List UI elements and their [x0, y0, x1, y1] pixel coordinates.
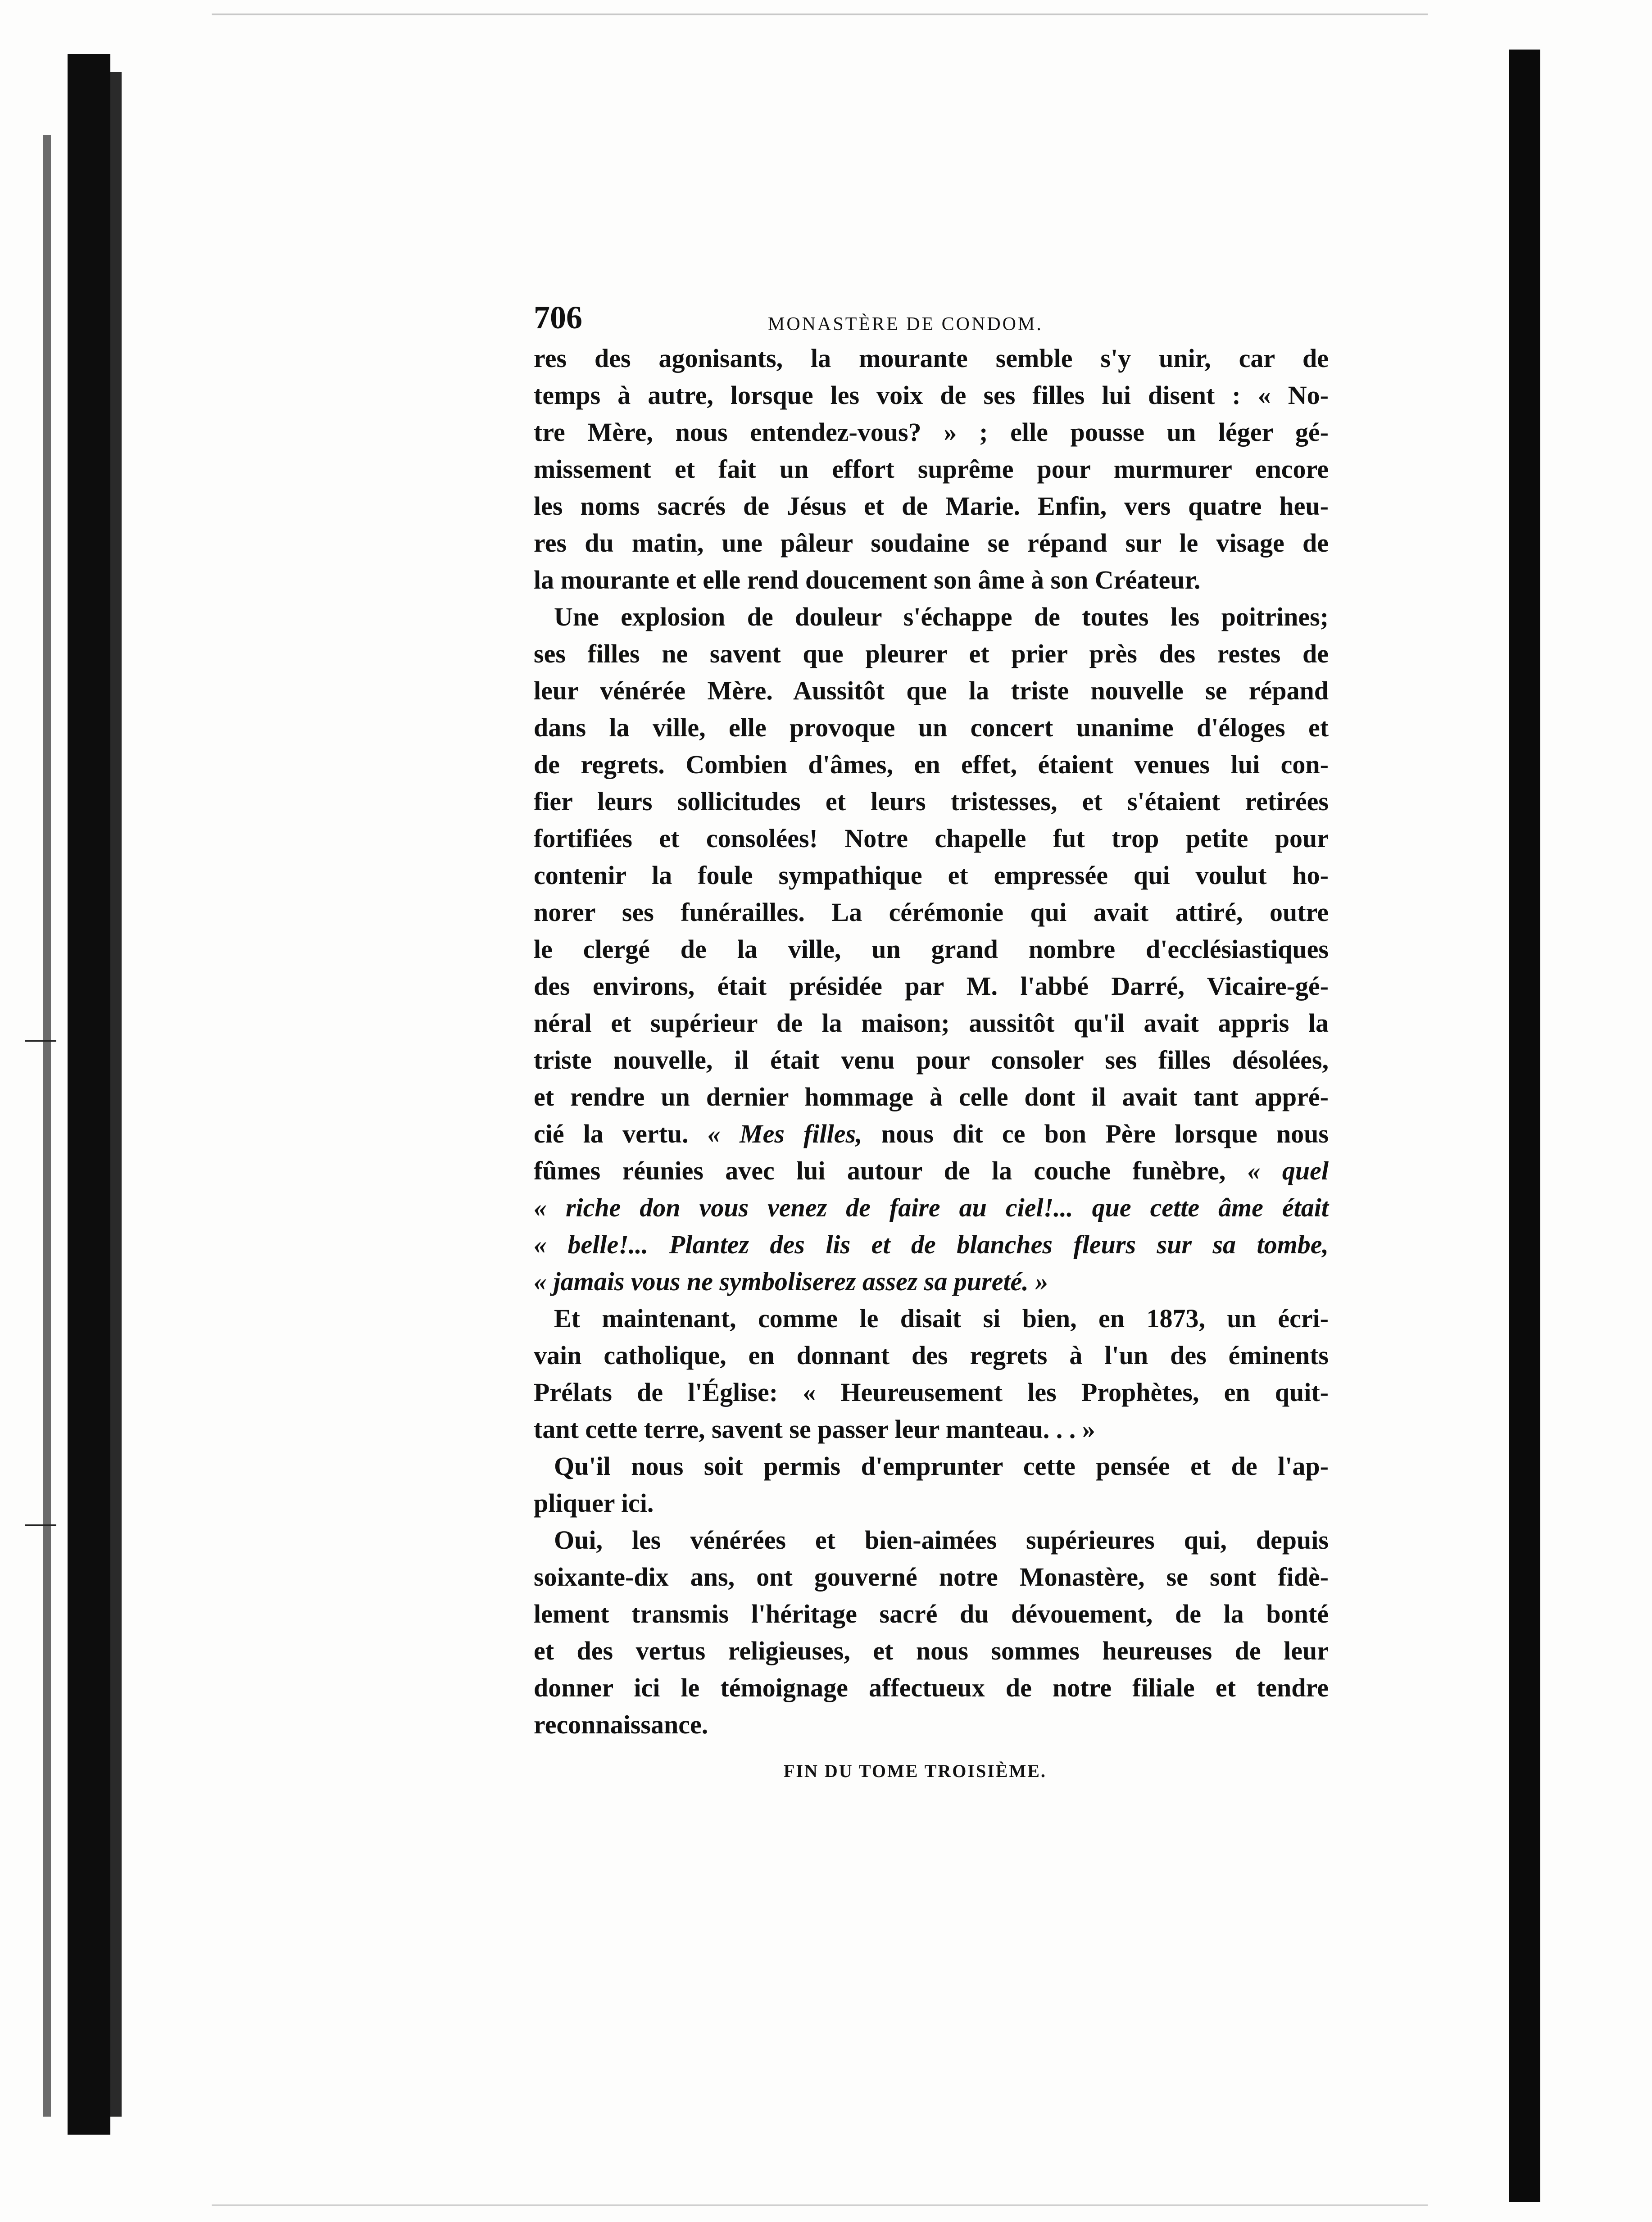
- margin-mark: [25, 1040, 56, 1042]
- scan-binding-inner: [110, 72, 122, 2117]
- paragraph-5: [534, 1522, 1329, 1743]
- text-line: de regrets. Combien d'âmes, en effet, étaient venues lui con-: [534, 750, 1329, 779]
- text-line: soixante-dix ans, ont gouverné notre Monastère, se sont fidè-: [534, 1562, 1329, 1592]
- text-line: res des agonisants, la mourante semble s'y unir, car de: [534, 344, 1329, 373]
- text-line: les noms sacrés de Jésus et de Marie. Enfin, vers quatre heu-: [534, 491, 1329, 521]
- text-line: res du matin, une pâleur soudaine se répand sur le visage de: [534, 528, 1329, 558]
- end-of-volume-note: FIN DU TOME TROISIÈME.: [784, 1761, 1047, 1781]
- text-run: cié la vertu.: [534, 1119, 689, 1148]
- text-line: et des vertus religieuses, et nous sommes heureuses de leur: [534, 1636, 1329, 1665]
- text-line: Prélats de l'Église: « Heureusement les Prophètes, en quit-: [534, 1378, 1329, 1407]
- text-line: fortifiées et consolées! Notre chapelle fut trop petite pour: [534, 824, 1329, 853]
- scan-binding-edge: [43, 135, 51, 2117]
- margin-mark: [25, 1524, 56, 1526]
- text-line: Et maintenant, comme le disait si bien, en 1873, un écri-: [554, 1304, 1329, 1333]
- scan-binding-shadow-left: [68, 54, 110, 2135]
- text-block: [534, 297, 1329, 1782]
- text-line: Une explosion de douleur s'échappe de toutes les poitrines;: [554, 602, 1329, 631]
- running-head: MONASTÈRE DE CONDOM.: [768, 314, 1043, 335]
- text-line: tre Mère, nous entendez-vous? » ; elle pousse un léger gé-: [534, 417, 1329, 447]
- text-line: temps à autre, lorsque les voix de ses filles lui disent : « No-: [534, 381, 1329, 410]
- text-line: donner ici le témoignage affectueux de notre filiale et tendre: [534, 1673, 1329, 1702]
- text-line: et rendre un dernier hommage à celle dont il avait tant appré-: [534, 1082, 1329, 1111]
- text-line: dans la ville, elle provoque un concert unanime d'éloges et: [534, 713, 1329, 742]
- text-line: tant cette terre, savent se passer leur manteau. . . »: [534, 1415, 1095, 1444]
- text-line: leur vénérée Mère. Aussitôt que la triste nouvelle se répand: [534, 676, 1329, 705]
- paragraph-4: [534, 1448, 1329, 1522]
- paragraph-1: [534, 340, 1329, 599]
- text-line: lement transmis l'héritage sacré du dévouement, de la bonté: [534, 1599, 1329, 1628]
- bottom-edge-shadow: [212, 2204, 1428, 2206]
- paragraph-2: [534, 599, 1329, 1300]
- text-line: fier leurs sollicitudes et leurs tristesses, et s'étaient retirées: [534, 787, 1329, 816]
- text-line: la mourante et elle rend doucement son âme à son Créateur.: [534, 565, 1201, 594]
- text-line: [534, 1152, 1329, 1189]
- italic-run: « quel: [1225, 1156, 1329, 1185]
- text-line: ses filles ne savent que pleurer et prier près des restes de: [534, 639, 1329, 668]
- text-line: néral et supérieur de la maison; aussitôt qu'il avait appris la: [534, 1008, 1329, 1038]
- text-run: nous dit ce bon Père lorsque nous: [862, 1119, 1329, 1148]
- text-line: le clergé de la ville, un grand nombre d'ecclésiastiques: [534, 934, 1329, 964]
- text-line: « jamais vous ne symboliserez assez sa pureté. »: [534, 1267, 1048, 1296]
- text-line: pliquer ici.: [534, 1488, 654, 1518]
- text-line: [534, 1116, 1329, 1152]
- page-number: 706: [534, 299, 582, 336]
- text-run: fûmes réunies avec lui autour de la couche funèbre,: [534, 1156, 1226, 1185]
- page-header: [534, 297, 1329, 340]
- text-line: norer ses funérailles. La cérémonie qui avait attiré, outre: [534, 898, 1329, 927]
- italic-run: « Mes filles,: [707, 1119, 862, 1148]
- text-line: triste nouvelle, il était venu pour consoler ses filles désolées,: [534, 1045, 1329, 1075]
- text-line: Qu'il nous soit permis d'emprunter cette pensée et de l'ap-: [554, 1451, 1329, 1481]
- text-line: missement et fait un effort suprême pour murmurer encore: [534, 454, 1329, 484]
- text-line: reconnaissance.: [534, 1710, 708, 1739]
- text-line: Oui, les vénérées et bien-aimées supérieures qui, depuis: [554, 1525, 1329, 1555]
- scan-shadow-right: [1509, 50, 1540, 2202]
- text-line: « belle!... Plantez des lis et de blanches fleurs sur sa tombe,: [534, 1230, 1329, 1259]
- paragraph-3: [534, 1300, 1329, 1448]
- text-line: des environs, était présidée par M. l'abbé Darré, Vicaire-gé-: [534, 971, 1329, 1001]
- top-edge-shadow: [212, 14, 1428, 15]
- text-line: vain catholique, en donnant des regrets à l'un des éminents: [534, 1341, 1329, 1370]
- text-line: « riche don vous venez de faire au ciel!... que cette âme était: [534, 1193, 1329, 1222]
- text-line: contenir la foule sympathique et empressée qui voulut ho-: [534, 861, 1329, 890]
